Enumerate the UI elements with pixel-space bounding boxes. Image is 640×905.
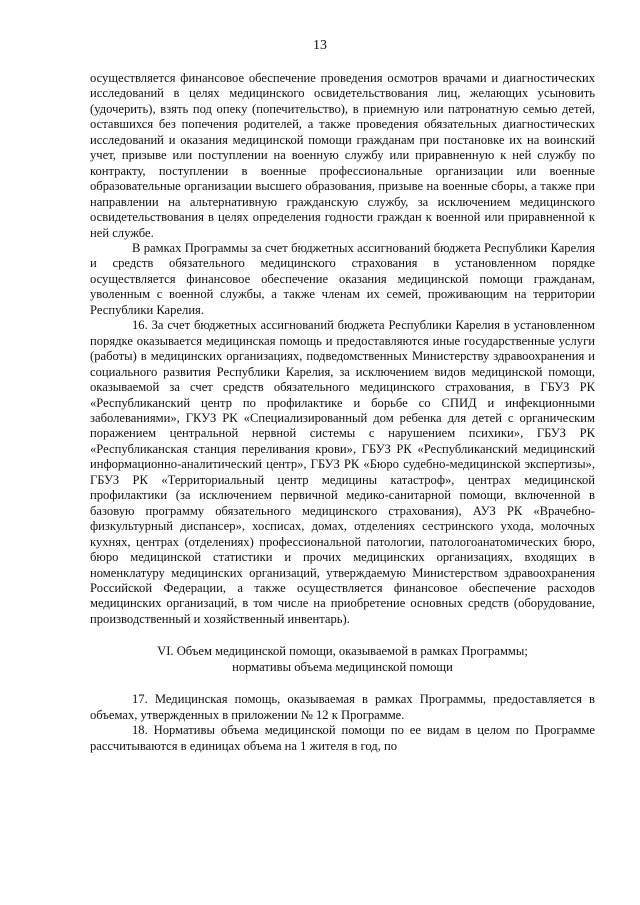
paragraph-medical-examinations: осуществляется финансовое обеспечение проведения осмотров врачами и диагностических исследований в целях медицинского освидетельствования лиц, желающих усыновить (удочерить), взять под опеку (попечительство), в приемную или патронатную семью детей, оставшихся без попечения родителей, а также проведения обязательных диагностических исследований и оказания медицинской помощи гражданам при постановке их на воинский учет, призыве или поступлении на военную службу или приравненную к ней службу по контракту, поступлении в военные профессиональные организации или военные образовательные организации высшего образования, призыве на военные сборы, а также при направлении на альтернативную гражданскую службу, за исключением медицинского освидетельствования в целях определения годности граждан к военной или приравненной к ней службе. <box>90 71 595 240</box>
paragraph-16: 16. За счет бюджетных ассигнований бюджета Республики Карелия в установленном порядке оказывается медицинская помощь и предоставляются иные государственные услуги (работы) в медицинских организациях, подведомственных Министерству здравоохранения и социального развития Республики Карелия, за исключением видов медицинской помощи, оказываемой за счет средств обязательного медицинского страхования, в ГБУЗ РК «Республиканский центр по профилактике и борьбе со СПИД и инфекционными заболеваниями», ГКУЗ РК «Специализированный дом ребенка для детей с органическим поражением центральной нервной системы с нарушением психики», ГБУЗ РК «Республиканская станция переливания крови», ГБУЗ РК «Республиканский медицинский информационно-аналитический центр», ГБУЗ РК «Бюро судебно-медицинской экспертизы», ГБУЗ РК «Территориальный центр медицины катастроф», центрах медицинской профилактики (за исключением первичной медико-санитарной помощи, включенной в базовую программу обязательного медицинского страхования), АУЗ РК «Врачебно-физкультурный диспансер», хосписах, домах, отделениях сестринского ухода, молочных кухнях, центрах (отделениях) профессиональной патологии, патологоанатомических бюро, бюро медицинской статистики и прочих медицинских организациях, входящих в номенклатуру медицинских организаций, утверждаемую Министерством здравоохранения Российской Федерации, а также осуществляется финансовое обеспечение расходов медицинских организаций, в том числе на приобретение основных средств (оборудование, производственный и хозяйственный инвентарь). <box>90 318 595 626</box>
section-heading <box>90 644 595 675</box>
document-body <box>90 71 595 754</box>
spacer <box>90 627 595 644</box>
section-heading-line-2: нормативы объема медицинской помощи <box>232 659 453 674</box>
paragraph-military-families: В рамках Программы за счет бюджетных ассигнований бюджета Республики Карелия и средств обязательного медицинского страхования в установленном порядке осуществляется финансовое обеспечение оказания медицинской помощи гражданам, уволенным с военной службы, а также членам их семей, проживающим на территории Республики Карелия. <box>90 240 595 317</box>
paragraph-18: 18. Нормативы объема медицинской помощи по ее видам в целом по Программе рассчитываются в единицах объема на 1 жителя в год, по <box>90 723 595 753</box>
paragraph-17: 17. Медицинская помощь, оказываемая в рамках Программы, предоставляется в объемах, утвержденных в приложении № 12 к Программе. <box>90 692 595 722</box>
section-heading-line-1: VI. Объем медицинской помощи, оказываемой в рамках Программы; <box>157 644 528 659</box>
spacer <box>90 675 595 692</box>
page-number: 13 <box>313 38 327 53</box>
